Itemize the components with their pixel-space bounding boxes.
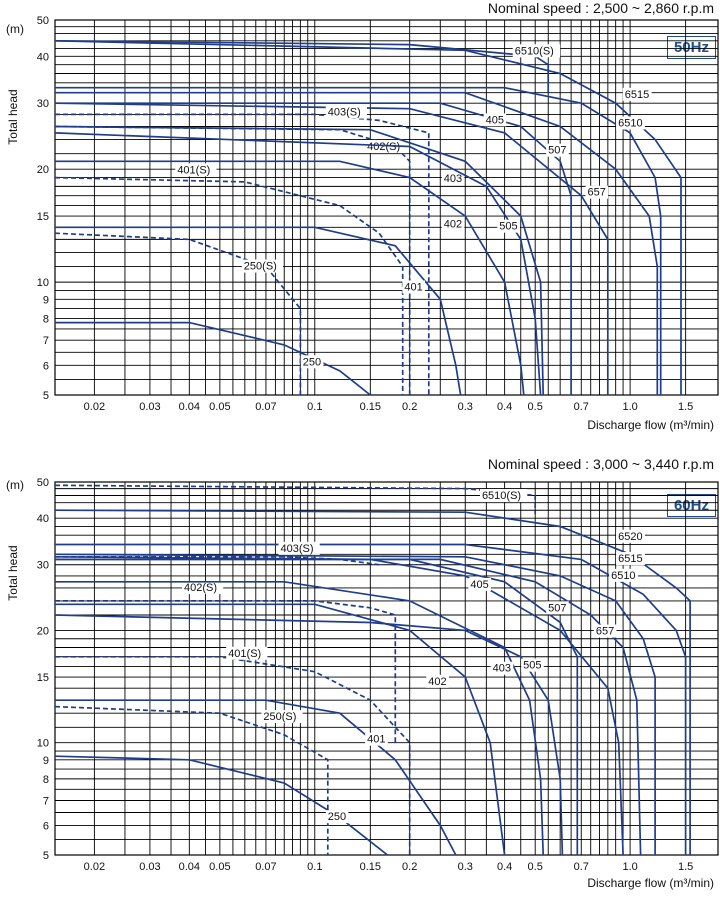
x-tick-label: 0.03 — [139, 401, 161, 413]
series-403 — [55, 127, 543, 396]
series-curve — [55, 178, 403, 395]
series-507 — [55, 103, 571, 395]
x-axis-label: Discharge flow (m³/min) — [587, 876, 714, 890]
y-tick-label: 7 — [42, 335, 49, 348]
series-label: 401 — [367, 733, 386, 746]
series-label: 6510(S) — [481, 490, 522, 503]
series-label: 402 — [428, 675, 447, 688]
series-505 — [55, 133, 541, 395]
x-axis-label: Discharge flow (m³/min) — [587, 418, 714, 432]
y-axis-label: Total head — [6, 89, 20, 145]
series-label: 657 — [587, 186, 606, 199]
frequency-badge: 50Hz — [667, 36, 716, 59]
series-label: 250(S) — [243, 260, 277, 273]
x-tick-label: 0.05 — [209, 861, 231, 873]
y-tick-label: 20 — [36, 625, 49, 638]
series-label: 6515 — [618, 553, 643, 566]
series-label: 6510(S) — [514, 45, 554, 58]
series-label: 403(S) — [327, 106, 361, 119]
y-tick-label: 30 — [36, 98, 49, 111]
x-tick-label: 0.1 — [307, 861, 323, 873]
y-tick-label: 50 — [36, 15, 49, 27]
x-tick-label: 0.4 — [496, 401, 513, 413]
frequency-badge: 60Hz — [667, 494, 716, 517]
y-tick-label: 40 — [36, 51, 49, 64]
speed-label: Nominal speed : 3,000 ~ 3,440 r.p.m — [487, 456, 714, 472]
x-tick-label: 0.4 — [496, 861, 513, 873]
y-tick-label: 15 — [36, 672, 49, 685]
y-tick-label: 7 — [42, 795, 49, 808]
plot-frame — [55, 20, 718, 395]
x-tick-label: 0.3 — [457, 861, 473, 873]
series-label: 657 — [595, 625, 615, 638]
x-tick-label: 0.7 — [573, 861, 589, 873]
y-tick-label: 20 — [36, 164, 49, 177]
series-label: 507 — [548, 602, 567, 615]
series-label: 505 — [499, 220, 518, 233]
y-tick-label: 9 — [42, 294, 49, 307]
y-unit: (m) — [6, 478, 24, 492]
series-curve — [55, 127, 543, 396]
series-curve — [55, 93, 657, 395]
y-tick-label: 15 — [36, 211, 49, 224]
series-label: 405 — [485, 114, 504, 127]
series-401(S) — [55, 163, 403, 395]
series-curve — [55, 707, 328, 855]
y-tick-label: 9 — [42, 754, 49, 767]
series-657 — [55, 93, 657, 395]
series-250 — [55, 756, 388, 855]
speed-label: Nominal speed : 2,500 ~ 2,860 r.p.m — [487, 0, 714, 16]
y-unit: (m) — [6, 22, 24, 36]
grid — [55, 20, 718, 395]
y-tick-label: 8 — [42, 773, 49, 786]
series-label: 505 — [523, 659, 542, 672]
series-label: 250 — [302, 356, 322, 369]
series-label: 507 — [548, 144, 567, 157]
series-label: 401 — [404, 281, 423, 294]
series-label: 402 — [443, 218, 463, 231]
series-250(S) — [55, 233, 300, 395]
series-curve — [55, 114, 429, 395]
chart-panel-60hz — [0, 456, 720, 898]
series-label: 6510 — [611, 569, 636, 582]
series-label: 6510 — [618, 117, 643, 130]
series-curve — [55, 103, 608, 395]
series-curve — [55, 103, 571, 395]
series-label: 401(S) — [228, 647, 262, 660]
series-405 — [55, 103, 608, 395]
series-curve — [55, 756, 388, 855]
y-tick-label: 10 — [36, 277, 49, 290]
chart-panel-50hz — [0, 0, 720, 440]
series-curve — [55, 233, 300, 395]
x-tick-label: 0.03 — [139, 861, 161, 873]
series-label: 403 — [443, 172, 463, 185]
series-402(S) — [55, 127, 410, 396]
series-402(S) — [55, 581, 395, 743]
y-tick-label: 30 — [36, 559, 49, 572]
series-250(S) — [55, 707, 328, 855]
series-label: 6520 — [618, 530, 643, 543]
series-6515 — [55, 41, 681, 395]
x-tick-label: 0.04 — [178, 861, 201, 873]
series-label: 250 — [327, 811, 347, 824]
chart-svg-50hz — [0, 0, 720, 440]
x-tick-label: 0.2 — [402, 861, 418, 873]
y-tick-label: 6 — [42, 820, 49, 833]
series-curve — [55, 127, 410, 396]
y-tick-label: 6 — [42, 360, 49, 373]
series-curve — [55, 133, 541, 395]
y-tick-label: 5 — [42, 850, 49, 862]
x-tick-label: 0.5 — [527, 861, 543, 873]
chart-svg-60hz — [0, 456, 720, 898]
series-label: 401(S) — [177, 164, 211, 177]
series-label: 402(S) — [183, 582, 218, 595]
series-402 — [55, 604, 505, 855]
series-label: 405 — [470, 578, 489, 591]
x-tick-label: 0.15 — [359, 401, 382, 413]
x-tick-label: 0.02 — [83, 401, 106, 413]
x-tick-label: 1.5 — [677, 401, 694, 413]
series-curve — [55, 41, 681, 395]
y-tick-label: 5 — [42, 390, 49, 402]
x-tick-label: 0.15 — [359, 861, 382, 873]
x-tick-label: 0.3 — [457, 401, 473, 413]
series-label: 403 — [492, 662, 511, 675]
series-label: 6515 — [624, 88, 650, 101]
y-axis-label: Total head — [6, 545, 20, 601]
x-tick-label: 1.0 — [622, 861, 638, 873]
x-tick-label: 0.1 — [307, 401, 323, 413]
y-tick-label: 40 — [36, 513, 49, 526]
x-tick-label: 0.7 — [573, 401, 589, 413]
series-label: 250(S) — [263, 711, 297, 724]
y-tick-label: 50 — [36, 477, 49, 489]
series-250 — [55, 323, 370, 395]
x-tick-label: 0.02 — [83, 861, 106, 873]
x-tick-label: 0.04 — [178, 401, 201, 413]
x-tick-label: 0.07 — [255, 861, 277, 873]
series-label: 402(S) — [367, 141, 401, 154]
series-curve — [55, 604, 505, 855]
x-tick-label: 1.5 — [677, 861, 694, 873]
y-tick-label: 8 — [42, 313, 49, 326]
x-tick-label: 0.05 — [209, 401, 231, 413]
y-tick-label: 10 — [36, 737, 49, 750]
x-tick-label: 0.5 — [527, 401, 543, 413]
x-tick-label: 0.2 — [402, 401, 418, 413]
series-label: 403(S) — [280, 542, 314, 555]
x-tick-label: 0.07 — [255, 401, 277, 413]
x-tick-label: 1.0 — [622, 401, 638, 413]
